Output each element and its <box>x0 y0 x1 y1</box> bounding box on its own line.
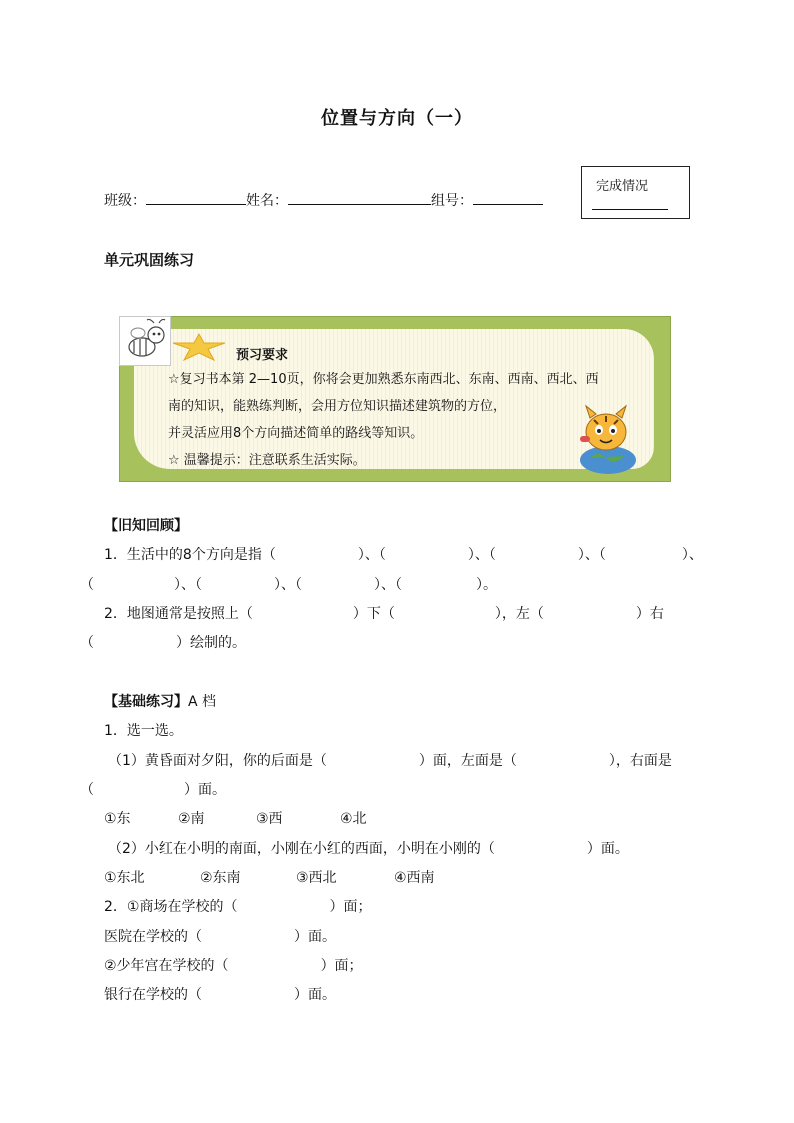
question-text: ②少年宫在学校的（ <box>104 958 229 974</box>
basic-q1-1-line1 <box>108 750 672 770</box>
banner-line: 并灵活应用8个方向描述简单的路线等知识。 <box>168 426 424 441</box>
name-blank[interactable] <box>288 190 431 205</box>
basic-heading-row <box>104 691 216 711</box>
question-text: ）面。 <box>184 782 226 798</box>
question-text: ）面，左面是（ <box>418 753 517 769</box>
basic-q2-a1 <box>104 896 371 916</box>
paren-text: ）绘制的。 <box>176 635 246 651</box>
paren-text: ）、（ <box>357 547 386 563</box>
basic-q1-2 <box>108 838 629 858</box>
student-info-row <box>104 190 543 210</box>
paren-text: ）右 <box>635 606 664 622</box>
paren-text: （ <box>80 782 94 798</box>
question-text: ），右面是 <box>608 753 672 769</box>
class-blank[interactable] <box>146 190 246 205</box>
question-text: ）面。 <box>586 841 629 857</box>
option-choice[interactable]: ②东南 <box>200 870 241 886</box>
paren-text: ）、（ <box>577 547 606 563</box>
banner-line: 南的知识，能熟练判断，会用方位知识描述建筑物的方位， <box>168 399 507 414</box>
question-text: ）面； <box>320 958 363 974</box>
option-choice[interactable]: ④西南 <box>394 870 435 886</box>
basic-heading: 【基础练习】 <box>104 694 188 710</box>
option-choice[interactable]: ③西北 <box>296 870 337 886</box>
basic-q2-b2 <box>104 984 336 1004</box>
group-blank[interactable] <box>473 190 543 205</box>
tiger-on-globe-icon <box>566 400 646 480</box>
class-label: 班级： <box>104 193 146 209</box>
paren-text: ）、（ <box>274 577 302 593</box>
review-q1-line1 <box>104 544 724 564</box>
basic-q1: 1．选一选。 <box>104 723 183 739</box>
review-q1-line2 <box>80 574 497 594</box>
option-choice[interactable]: ①东北 <box>104 870 145 886</box>
option-choice[interactable]: ③西 <box>256 811 283 827</box>
option-choice[interactable]: ②南 <box>178 811 205 827</box>
name-label: 姓名： <box>246 193 288 209</box>
paren-text: ），左（ <box>494 606 544 622</box>
completion-status-label: 完成情况 <box>596 179 649 194</box>
banner-line: ☆ 温馨提示：注意联系生活实际。 <box>168 453 366 468</box>
review-q1-text: 1．生活中的8个方向是指（ <box>104 547 276 563</box>
paren-text: ）。 <box>476 577 497 593</box>
banner-heading: 预习要求 <box>236 348 289 363</box>
review-q2-line1 <box>104 603 664 623</box>
paren-text: ）、（ <box>374 577 402 593</box>
question-text: （1）黄昏面对夕阳，你的后面是（ <box>108 753 327 769</box>
paren-text: ）、（ <box>174 577 202 593</box>
section-unit-heading: 单元巩固练习 <box>104 251 195 269</box>
completion-status-box <box>581 166 690 219</box>
basic-q2-a2 <box>104 926 336 946</box>
review-q2-line2 <box>80 632 246 652</box>
option-choice[interactable]: ④北 <box>340 811 367 827</box>
q1-2-options <box>104 867 435 887</box>
paren-text: ）、 <box>681 547 703 563</box>
review-heading: 【旧知回顾】 <box>104 518 188 534</box>
question-text: ）面。 <box>294 987 336 1003</box>
review-q2-text: 2．地图通常是按照上（ <box>104 606 253 622</box>
question-text: 银行在学校的（ <box>104 987 202 1003</box>
question-text: 医院在学校的（ <box>104 929 202 945</box>
question-text: ）面。 <box>294 929 336 945</box>
banner-body <box>168 366 599 474</box>
star-icon <box>170 332 228 366</box>
basic-level: A 档 <box>188 694 217 710</box>
banner-line: ☆复习书本第 2—10页，你将会更加熟悉东南西北、东南、西南、西北、西 <box>168 372 599 387</box>
paren-text: ）下（ <box>352 606 395 622</box>
question-text: ）面； <box>329 899 372 915</box>
option-choice[interactable]: ①东 <box>104 811 131 827</box>
page-title: 位置与方向（一） <box>321 108 473 129</box>
completion-status-blank[interactable] <box>592 209 668 210</box>
question-text: 2．①商场在学校的（ <box>104 899 238 915</box>
bee-icon <box>119 316 171 366</box>
paren-text: ）、（ <box>467 547 496 563</box>
question-text: （2）小红在小明的南面，小刚在小红的西面，小明在小刚的（ <box>108 841 495 857</box>
basic-q1-1-line2 <box>80 779 226 799</box>
basic-q2-b1 <box>104 955 363 975</box>
paren-text: （ <box>80 577 94 593</box>
group-label: 组号： <box>431 193 473 209</box>
q1-1-options <box>104 808 367 828</box>
paren-text: （ <box>80 635 94 651</box>
